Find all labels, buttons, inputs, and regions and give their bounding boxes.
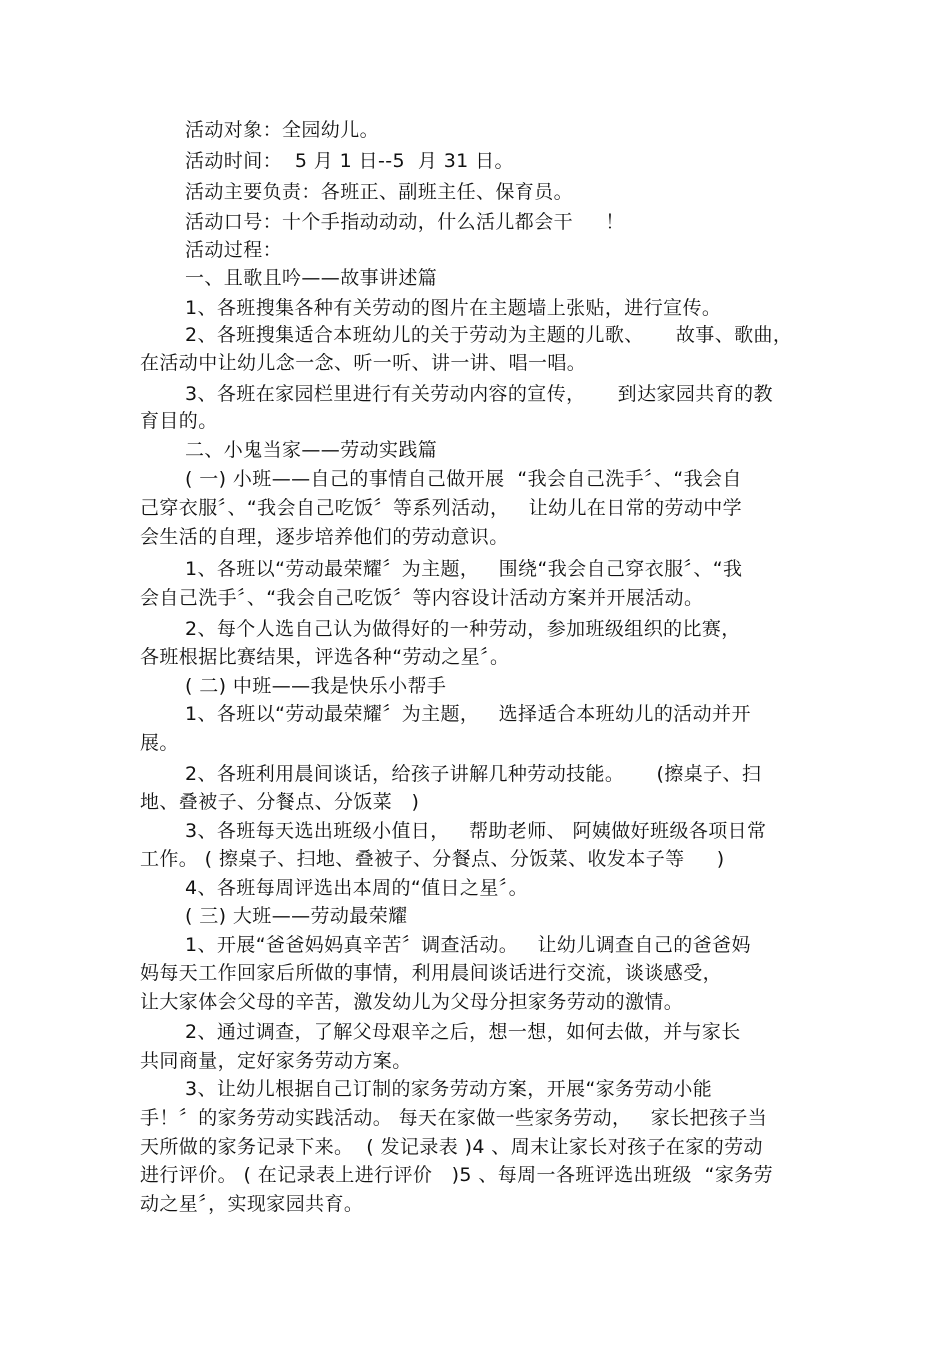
text-line: 工作。 ( 擦桌子、扫地、叠被子、分餐点、分饭菜、收发本子等 ): [140, 848, 725, 870]
section-heading: 一、且歌且吟——故事讲述篇: [185, 267, 438, 289]
text-line: 3、各班在家园栏里进行有关劳动内容的宣传， 到达家园共育的教: [185, 383, 773, 405]
section-heading: 二、小鬼当家——劳动实践篇: [185, 439, 438, 461]
text-line: 活动过程：: [185, 239, 283, 261]
text-line: 2、每个人选自己认为做得好的一种劳动，参加班级组织的比赛，: [185, 618, 741, 640]
text-line: 共同商量，定好家务劳动方案。: [140, 1050, 412, 1072]
text-line: 活动时间： 5 月 1 日--5 月 31 日。: [185, 150, 514, 172]
text-line: 活动口号：十个手指动动动，什么活儿都会干 ！: [185, 211, 625, 233]
text-line: 会自己洗手〞、“我会自己吃饭〞等内容设计活动方案并开展活动。: [140, 587, 704, 609]
text-line: 妈每天工作回家后所做的事情，利用晨间谈话进行交流，谈谈感受，: [140, 962, 723, 984]
text-line: 己穿衣服〞、“我会自己吃饭〞等系列活动， 让幼儿在日常的劳动中学: [140, 497, 743, 519]
text-line: 会生活的自理，逐步培养他们的劳动意识。: [140, 526, 509, 548]
text-line: 3、让幼儿根据自己订制的家务劳动方案，开展“家务劳动小能: [185, 1078, 713, 1100]
text-line: 活动主要负责：各班正、副班主任、保育员。: [185, 181, 574, 203]
text-line: 让大家体会父母的辛苦，激发幼儿为父母分担家务劳动的激情。: [140, 991, 684, 1013]
text-line: ( 一) 小班——自己的事情自己做开展 “我会自己洗手〞、“我会自: [185, 468, 742, 490]
text-line: 手！〞的家务劳动实践活动。 每天在家做一些家务劳动， 家长把孩子当: [140, 1107, 768, 1129]
text-line: 1、各班以“劳动最荣耀〞为主题， 围绕“我会自己穿衣服〞、“我: [185, 558, 743, 580]
text-line: 在活动中让幼儿念一念、听一听、讲一讲、唱一唱。: [140, 352, 587, 374]
text-line: 1、各班搜集各种有关劳动的图片在主题墙上张贴，进行宣传。: [185, 297, 722, 319]
text-line: 3、各班每天选出班级小值日， 帮助老师、 阿姨做好班级各项日常: [185, 820, 767, 842]
text-line: 展。: [140, 732, 179, 754]
text-line: 动之星〞，实现家园共育。: [140, 1193, 364, 1215]
text-line: 2、各班搜集适合本班幼儿的关于劳动为主题的儿歌、 故事、歌曲，: [185, 324, 793, 346]
text-line: 进行评价。 ( 在记录表上进行评价 )5 、每周一各班评选出班级 “家务劳: [140, 1164, 774, 1186]
text-line: 2、通过调查，了解父母艰辛之后，想一想，如何去做，并与家长: [185, 1021, 741, 1043]
text-line: 地、叠被子、分餐点、分饭菜 ): [140, 791, 420, 813]
text-line: 天所做的家务记录下来。 ( 发记录表 )4 、周末让家长对孩子在家的劳动: [140, 1136, 763, 1158]
text-line: 育目的。: [140, 410, 218, 432]
text-line: 2、各班利用晨间谈话，给孩子讲解几种劳动技能。 (擦桌子、扫: [185, 763, 762, 785]
text-line: 各班根据比赛结果，评选各种“劳动之星〞。: [140, 646, 510, 668]
text-line: 1、各班以“劳动最荣耀〞为主题， 选择适合本班幼儿的活动并开: [185, 703, 751, 725]
text-line: 4、各班每周评选出本周的“值日之星〞。: [185, 877, 529, 899]
text-line: ( 三) 大班——劳动最荣耀: [185, 905, 408, 927]
text-line: 活动对象：全园幼儿。: [185, 119, 380, 141]
text-line: ( 二) 中班——我是快乐小帮手: [185, 675, 447, 697]
text-line: 1、开展“爸爸妈妈真辛苦〞调查活动。 让幼儿调查自己的爸爸妈: [185, 934, 751, 956]
